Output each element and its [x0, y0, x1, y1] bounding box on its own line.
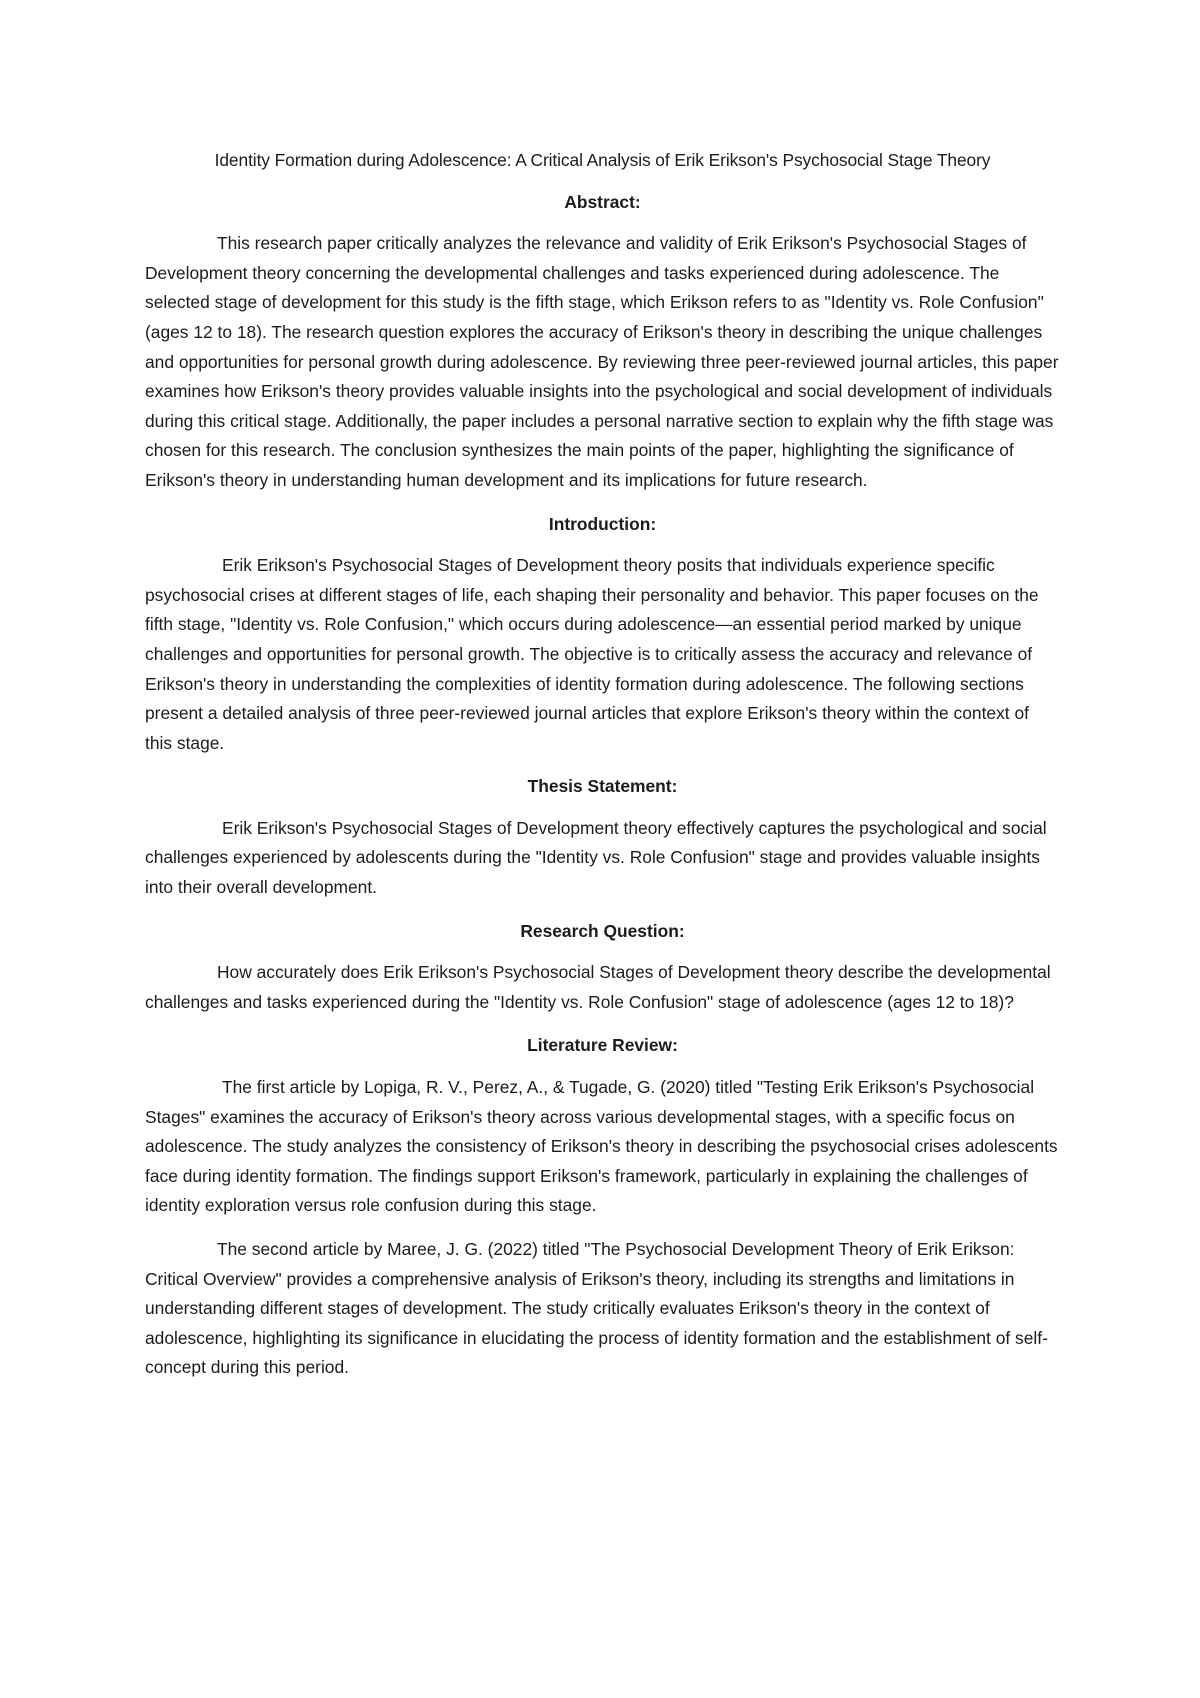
research-question-paragraph: How accurately does Erik Erikson's Psychosocial Stages of Development theory describe the developmental challenges and tasks experienced during the "Identity vs. Role Confusion" stage of adolescence (ages 12 to 18)?	[145, 962, 1051, 1012]
document-body	[145, 146, 1060, 1383]
literature-review-paragraph-1: The first article by Lopiga, R. V., Perez, A., & Tugade, G. (2020) titled "Testing Erik Erikson's Psychosocial Stages" examines the accuracy of Erikson's theory across various developmental stages, with a specific focus on adolescence. The study analyzes the consistency of Erikson's theory in describing the psychosocial crises adolescents face during identity formation. The findings support Erikson's framework, particularly in explaining the challenges of identity exploration versus role confusion during this stage.	[145, 1077, 1058, 1216]
introduction-paragraph: Erik Erikson's Psychosocial Stages of Development theory posits that individuals experience specific psychosocial crises at different stages of life, each shaping their personality and behavior. This paper focuses on the fifth stage, "Identity vs. Role Confusion," which occurs during adolescence—an essential period marked by unique challenges and opportunities for personal growth. The objective is to critically assess the accuracy and relevance of Erikson's theory in understanding the complexities of identity formation during adolescence. The following sections present a detailed analysis of three peer-reviewed journal articles that explore Erikson's theory within the context of this stage.	[145, 555, 1039, 753]
introduction-heading: Introduction:	[548, 513, 657, 534]
thesis-heading: Thesis Statement:	[527, 776, 678, 797]
abstract-heading: Abstract:	[564, 191, 641, 212]
document-title: Identity Formation during Adolescence: A Critical Analysis of Erik Erikson's Psychosocial Stage Theory	[214, 150, 991, 170]
thesis-paragraph: Erik Erikson's Psychosocial Stages of Development theory effectively captures the psychological and social challenges experienced by adolescents during the "Identity vs. Role Confusion" stage and provides valuable insights into their overall development.	[145, 817, 1047, 898]
literature-review-paragraph-2: The second article by Maree, J. G. (2022) titled "The Psychosocial Development Theory of Erik Erikson: Critical Overview" provides a comprehensive analysis of Erikson's theory, including its strengths and limitations in understanding different stages of development. The study critically evaluates Erikson's theory in the context of adolescence, highlighting its significance in elucidating the process of identity formation and the establishment of self-concept during this period.	[145, 1239, 1048, 1378]
abstract-paragraph: This research paper critically analyzes the relevance and validity of Erik Erikson's Psychosocial Stages of Development theory concerning the developmental challenges and tasks experienced during adolescence. The selected stage of development for this study is the fifth stage, which Erikson refers to as "Identity vs. Role Confusion" (ages 12 to 18). The research question explores the accuracy of Erikson's theory in describing the unique challenges and opportunities for personal growth during adolescence. By reviewing three peer-reviewed journal articles, this paper examines how Erikson's theory provides valuable insights into the psychological and social development of individuals during this critical stage. Additionally, the paper includes a personal narrative section to explain why the fifth stage was chosen for this research. The conclusion synthesizes the main points of the paper, highlighting the significance of Erikson's theory in understanding human development and its implications for future research.	[145, 233, 1059, 490]
research-question-heading: Research Question:	[520, 920, 685, 941]
literature-review-heading: Literature Review:	[527, 1035, 678, 1056]
